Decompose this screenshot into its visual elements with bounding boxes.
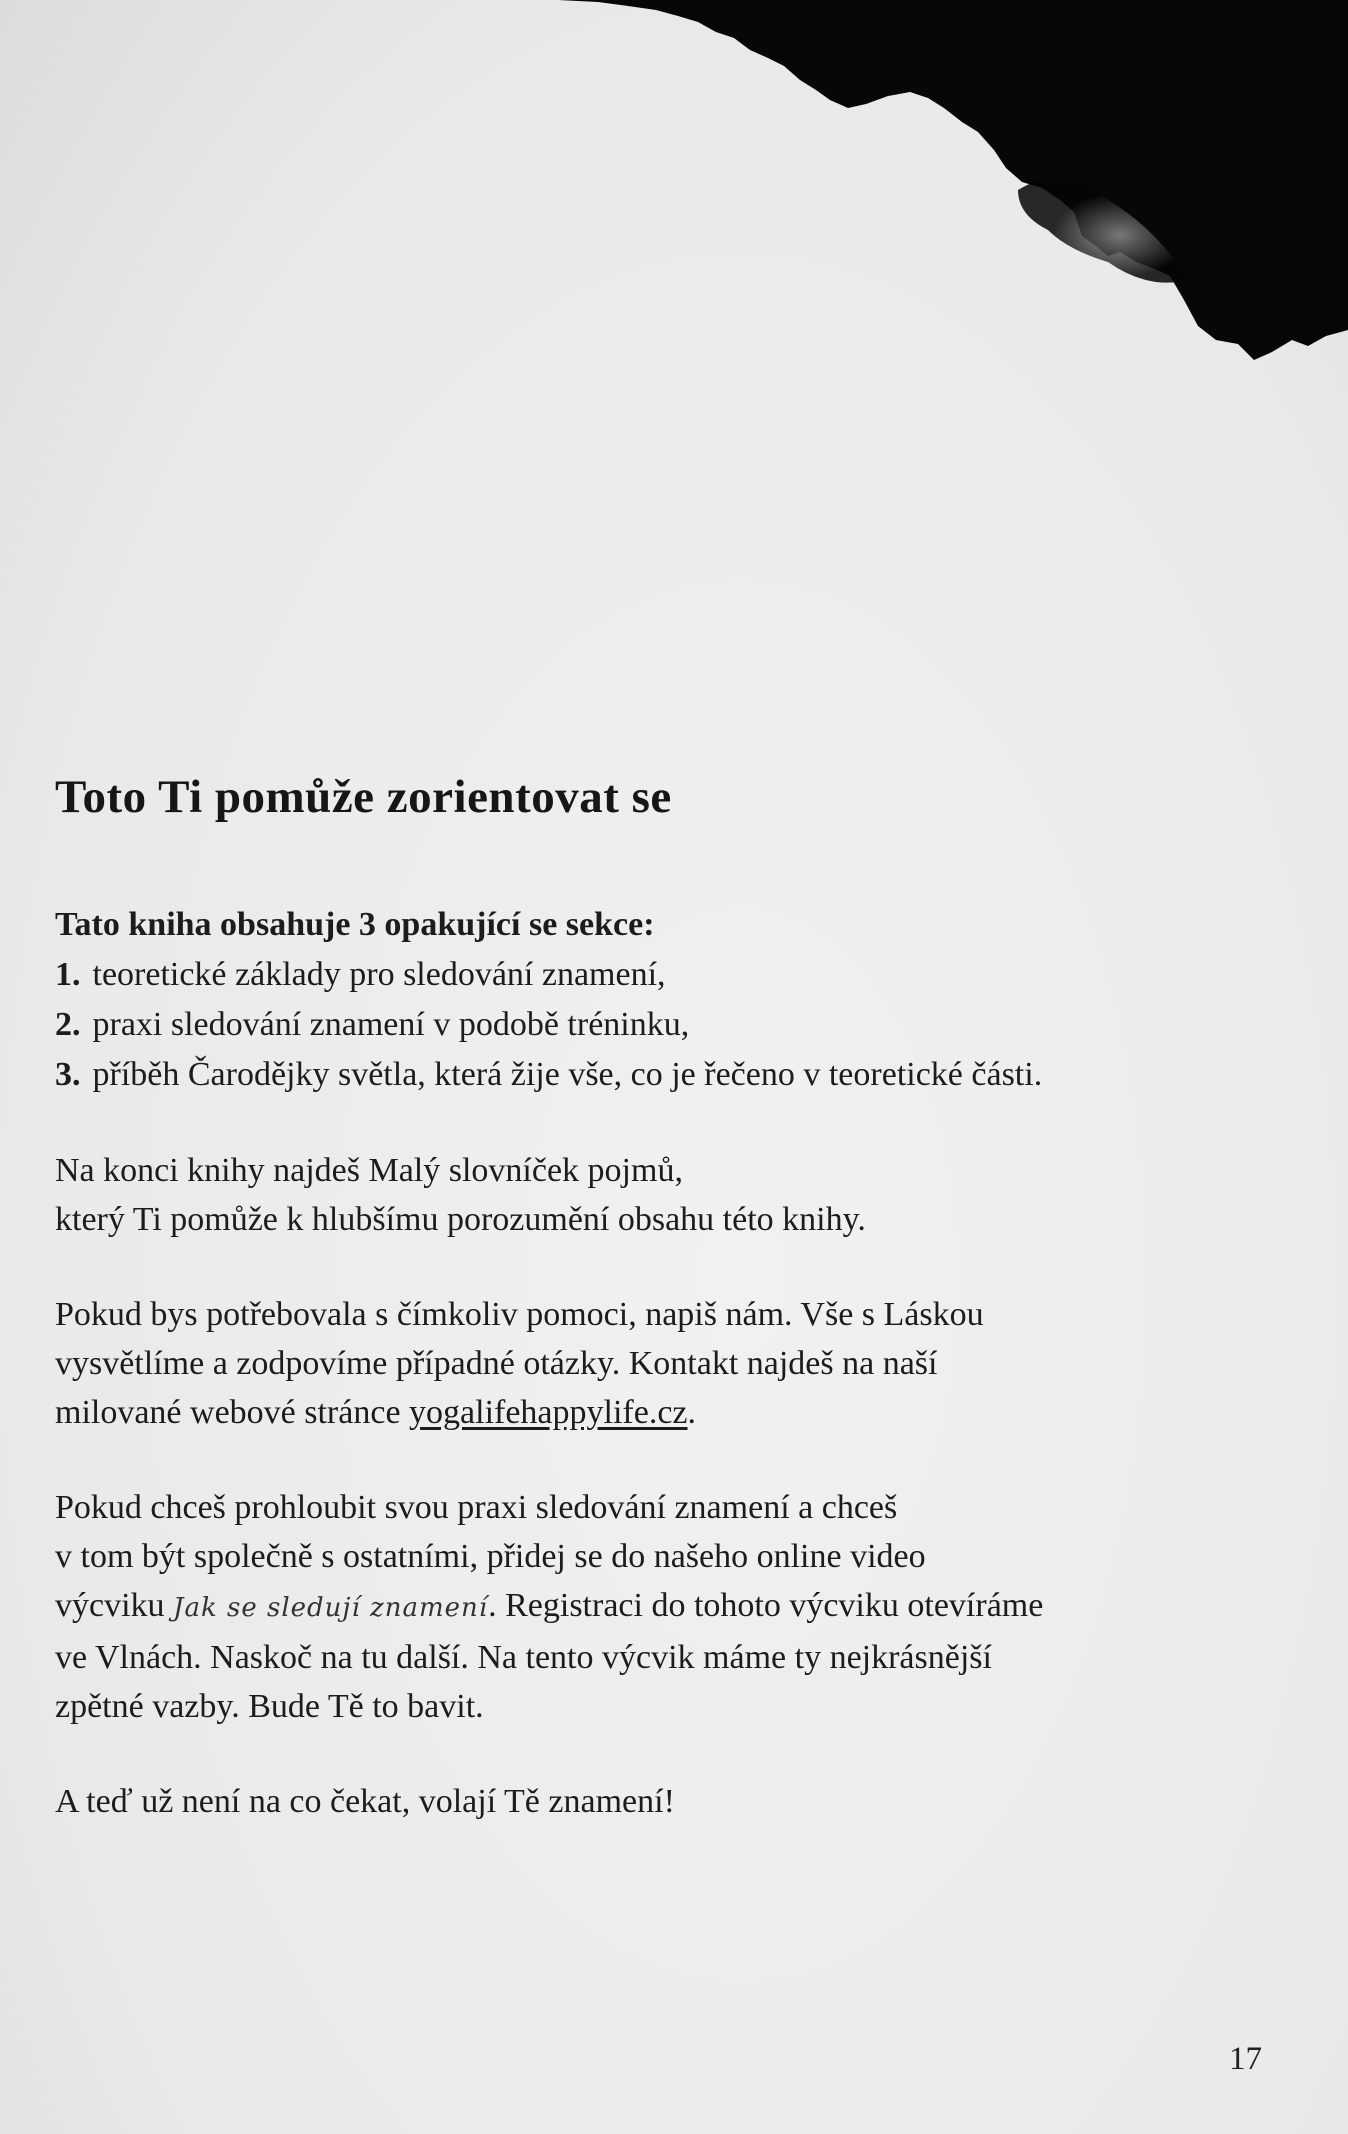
paragraph-line: ve Vlnách. Naskoč na tu další. Na tento výcvik máme ty nejkrásnější (55, 1639, 992, 1676)
list-item-text: příběh Čarodějky světla, která žije vše, co je řečeno v teoretické části. (92, 1056, 1043, 1093)
training-paragraph (55, 1483, 1285, 1731)
line-suffix: . (687, 1394, 697, 1431)
line-prefix: milované webové stránce (55, 1394, 410, 1431)
list-item-number: 1. (55, 956, 81, 993)
paragraph-line (55, 1388, 1285, 1437)
line-suffix: . Registraci do tohoto výcviku otevíráme (488, 1587, 1044, 1624)
paragraph-line: Na konci knihy najdeš Malý slovníček pojmů, (55, 1152, 683, 1189)
paragraph-line: Pokud bys potřebovala s čímkoliv pomoci, napiš nám. Vše s Láskou (55, 1296, 984, 1333)
website-link[interactable]: yogalifehappylife.cz (409, 1394, 688, 1431)
course-name: Jak se sledují znamení (173, 1593, 489, 1623)
torn-dark-corner-decoration (548, 0, 1348, 440)
help-paragraph (55, 1290, 1285, 1437)
list-item-text: teoretické základy pro sledování znamení, (92, 956, 666, 993)
list-item (55, 950, 1285, 1000)
line-prefix: výcviku (55, 1587, 174, 1624)
sections-list (55, 950, 1285, 1100)
paragraph-line: Pokud chceš prohloubit svou praxi sledování znamení a chceš (55, 1489, 898, 1526)
page-number: 17 (1229, 2041, 1262, 2077)
closing-paragraph: A teď už není na co čekat, volají Tě znamení! (55, 1783, 675, 1820)
list-item-number: 2. (55, 1006, 81, 1043)
page-content (55, 770, 1285, 1826)
list-item-number: 3. (55, 1056, 81, 1093)
paragraph-line (55, 1581, 1285, 1633)
paragraph-line: který Ti pomůže k hlubšímu porozumění obsahu této knihy. (55, 1201, 866, 1238)
paragraph-line: zpětné vazby. Bude Tě to bavit. (55, 1688, 484, 1725)
paragraph-line: vysvětlíme a zodpovíme případné otázky. Kontakt najdeš na naší (55, 1345, 938, 1382)
glossary-paragraph (55, 1146, 1285, 1244)
paragraph-line: v tom být společně s ostatními, přidej se do našeho online video (55, 1538, 926, 1575)
list-item (55, 1050, 1285, 1100)
sections-heading: Tato kniha obsahuje 3 opakující se sekce: (55, 906, 655, 943)
page-title: Toto Ti pomůže zorientovat se (55, 771, 672, 823)
list-item (55, 1000, 1285, 1050)
list-item-text: praxi sledování znamení v podobě tréninku, (92, 1006, 690, 1043)
